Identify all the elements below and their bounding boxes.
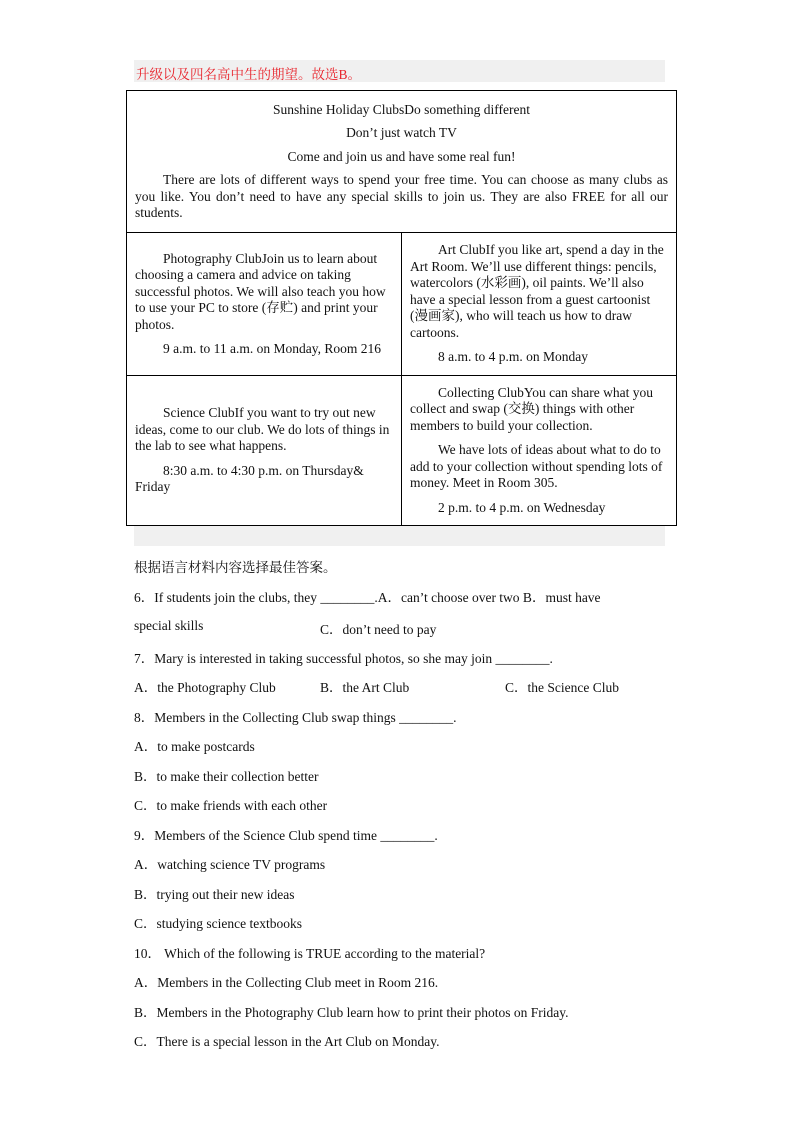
question-7-option-b: B．the Art Club	[320, 680, 410, 695]
question-9-option-a: A．watching science TV programs	[134, 857, 326, 872]
photography-club-desc: Photography ClubJoin us to learn about choosing a camera and advice on taking successful photos. We will also teach you how to use your PC to store (存贮) and print your photos.	[135, 250, 386, 332]
notice-line-2: Don’t just watch TV	[346, 125, 457, 140]
collecting-club-time: 2 p.m. to 4 p.m. on Wednesday	[438, 499, 606, 515]
science-club-cell	[127, 376, 402, 526]
notice-header-cell	[127, 91, 677, 233]
art-club-cell	[402, 233, 677, 376]
photography-club-time: 9 a.m. to 11 a.m. on Monday, Room 216	[163, 341, 381, 356]
collecting-club-desc-2: We have lots of ideas about what to do to add to your collection without spending lots of money. Meet in Room 305.	[410, 442, 663, 491]
notice-line-3: Come and join us and have some real fun!	[287, 148, 516, 164]
question-6-option-b-cont: special skills	[134, 618, 204, 633]
instruction: 根据语言材料内容选择最佳答案。	[134, 560, 337, 575]
science-club-time: 8:30 a.m. to 4:30 p.m. on Thursday& Friday	[135, 462, 364, 495]
top-note: 升级以及四名高中生的期望。故选B。	[136, 67, 362, 82]
question-9-option-b: B．trying out their new ideas	[134, 887, 295, 902]
collecting-club-desc: Collecting ClubYou can share what you collect and swap (交换) things with other members to build your collection.	[410, 384, 653, 433]
question-6: 6．If students join the clubs, they ________.A．can’t choose over two B．must have	[134, 590, 601, 605]
question-8-option-a: A．to make postcards	[134, 739, 255, 754]
question-9: 9．Members of the Science Club spend time ________.	[134, 828, 438, 843]
section-divider	[134, 526, 665, 546]
question-8-option-c: C．to make friends with each other	[134, 798, 328, 813]
question-6-option-c: C．don’t need to pay	[320, 622, 437, 637]
question-10: 10． Which of the following is TRUE according to the material?	[134, 946, 486, 961]
question-7-option-a: A．the Photography Club	[134, 680, 276, 695]
photography-club-cell	[127, 233, 402, 376]
question-7-option-c: C．the Science Club	[505, 680, 619, 695]
science-club-desc: Science ClubIf you want to try out new ideas, come to our club. We do lots of things in the lab to see what happens.	[135, 405, 390, 454]
art-club-time: 8 a.m. to 4 p.m. on Monday	[438, 349, 588, 365]
question-7: 7．Mary is interested in taking successful photos, so she may join ________.	[134, 651, 553, 666]
art-club-desc: Art ClubIf you like art, spend a day in the Art Room. We’ll use different things: pencils, watercolors (水彩画), oil paints. We’ll also have a special lesson from a guest cartoonist (漫画家), who will teach us how to draw cartoons.	[410, 242, 664, 340]
question-10-option-b: B．Members in the Photography Club learn how to print their photos on Friday.	[134, 1005, 569, 1020]
notice-intro: There are lots of different ways to spend your free time. You can choose as many clubs as you like. You don’t need to have any special skills to join us. They are also FREE for all our students.	[135, 172, 668, 220]
club-notice-table	[126, 90, 677, 526]
question-10-option-c: C．There is a special lesson in the Art Club on Monday.	[134, 1034, 440, 1049]
notice-title: Sunshine Holiday ClubsDo something different	[273, 101, 530, 117]
collecting-club-cell	[402, 376, 677, 526]
question-9-option-c: C．studying science textbooks	[134, 916, 302, 931]
question-10-option-a: A．Members in the Collecting Club meet in Room 216.	[134, 975, 439, 990]
question-8: 8．Members in the Collecting Club swap things ________.	[134, 710, 457, 725]
question-8-option-b: B．to make their collection better	[134, 769, 319, 784]
